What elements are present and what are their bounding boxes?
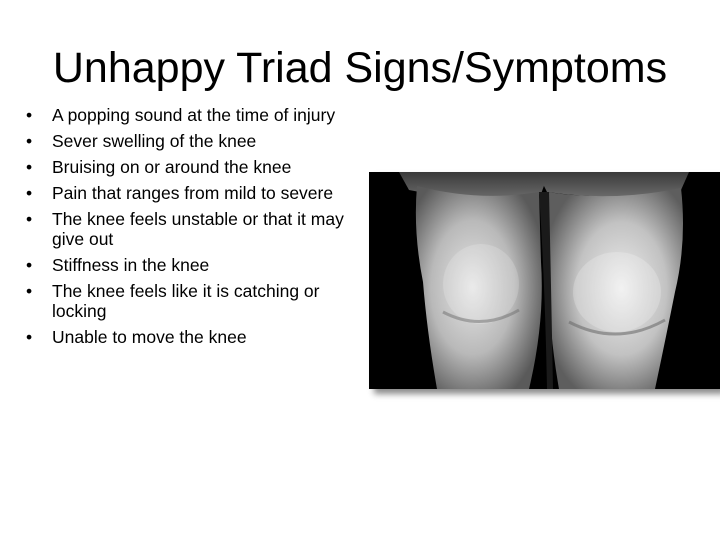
bullet-icon: • [26, 255, 33, 275]
list-item-text: Stiffness in the knee [52, 255, 210, 275]
list-item [26, 105, 356, 125]
list-item-text: Unable to move the knee [52, 327, 247, 347]
list-item [26, 209, 356, 249]
list-item [26, 183, 356, 203]
bullet-icon: • [26, 105, 33, 125]
list-item-text: Pain that ranges from mild to severe [52, 183, 334, 203]
list-item [26, 157, 356, 177]
list-item-text: The knee feels like it is catching or locking [52, 281, 320, 321]
list-item [26, 255, 356, 275]
list-item-text: A popping sound at the time of injury [52, 105, 336, 125]
list-item-text: Sever swelling of the knee [52, 131, 257, 151]
list-item-text: The knee feels unstable or that it may give out [52, 209, 344, 249]
bullet-icon: • [26, 183, 33, 203]
list-item [26, 281, 356, 321]
knees-photo [369, 172, 720, 389]
slide-title: Unhappy Triad Signs/Symptoms [52, 44, 668, 92]
knees-photo-illustration [369, 172, 720, 389]
list-item [26, 131, 356, 151]
bullet-icon: • [26, 209, 33, 229]
list-item-text: Bruising on or around the knee [52, 157, 292, 177]
bullet-icon: • [26, 157, 33, 177]
bullet-icon: • [26, 327, 33, 347]
list-item [26, 327, 356, 347]
bullet-icon: • [26, 281, 33, 301]
bullet-icon: • [26, 131, 33, 151]
symptom-list [26, 105, 356, 353]
